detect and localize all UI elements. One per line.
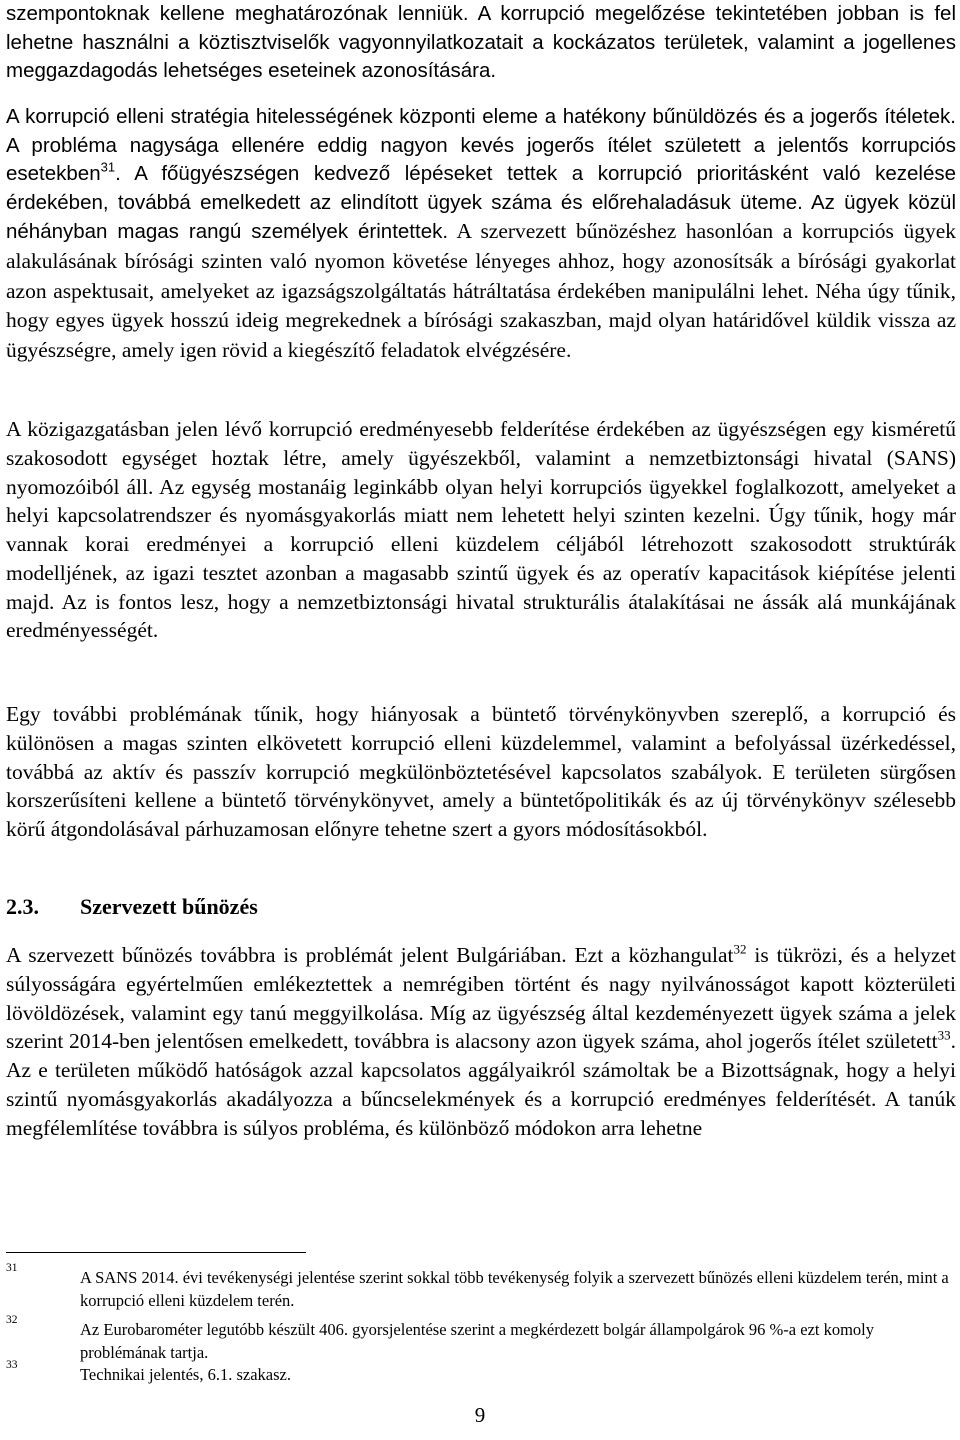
footnote-32	[6, 1314, 956, 1364]
paragraph-criminal-code: Egy további problémának tűnik, hogy hiányosak a büntető törvénykönyvben szereplő, a korrupció és különösen a magas szinten elkövetett korrupció elleni küzdelemmel, valamint a befolyással üzérkedéssel, továbbá az aktív és passzív korrupció megkülönböztetésével kapcsolatos szabályok. E területen sürgősen korszerűsíteni kellene a büntető törvénykönyvet, amely a büntetőpolitikák és az új törvénykönyv szélesebb körű átgondolásával párhuzamosan előnyre tehetne szert a gyors módosításokból.	[6, 702, 956, 841]
footnote-text: Az Eurobarométer legutóbb készült 406. gyorsjelentése szerint a megkérdezett bolgár állampolgárok 96 %-a ezt komoly problémának tartja.	[80, 1320, 875, 1362]
paragraph-strategy	[6, 103, 956, 365]
paragraph-specialized-unit: A közigazgatásban jelen lévő korrupció eredményesebb felderítése érdekében az ügyészségen egy kisméretű szakosodott egységet hoztak létre, amely ügyészekből, valamint a nemzetbiztonsági hivatal (SANS) nyomozóiból áll. Az egység mostanáig leginkább olyan helyi korrupciós ügyekkel foglalkozott, amelyeket a helyi kapcsolatrendszer és nyomásgyakorlás miatt nem lehetett helyi szinten kezelni. Úgy tűnik, hogy már vannak korai eredményei a korrupció elleni küzdelem céljából létrehozott szakosodott struktúrák modelljének, az igazi tesztet azonban a magasabb szintű ügyek és az operatív kapacitások kiépítése jelenti majd. Az is fontos lesz, hogy a nemzetbiztonsági hivatal strukturális átalakításai ne ássák alá munkájának eredményességét.	[6, 417, 956, 643]
paragraph-strategy-text-b: . A főügyészségen kedvező lépéseket tettek a korrupció prioritásként való kezelése érdekében, továbbá emelkedett az elindított ügyek száma és előrehaladásuk üteme. Az ügyek közül néhányban magas rangú személyek érintettek.	[6, 162, 956, 244]
page-number: 9	[474, 1403, 486, 1427]
section-number: 2.3.	[6, 894, 39, 919]
paragraph-declarations: szempontoknak kellene meghatározónak lenniük. A korrupció megelőzése tekintetében jobban is fel lehetne használni a köztisztviselők vagyonnyilatkozatait a kockázatos területek, valamint a jogellenes meggazdagodás lehetséges eseteinek azonosítására.	[6, 2, 956, 83]
footnote-33	[6, 1359, 956, 1387]
footnote-separator	[6, 1252, 306, 1253]
footnote-number: 32	[6, 1314, 18, 1326]
paragraph-organized-crime-text-b: is tükrözi, és a helyzet súlyosságára egyértelműen emlékeztettek a nemrégiben történt és nagy nyilvánosságot kapott közterületi lövöldözések, valamint egy tanú meggyilkolása. Míg az ügyészség által kezdeményezett ügyek száma a jelek szerint 2014-ben jelentősen emelkedett, továbbra is alacsony azon ügyek száma, ahol jogerős ítélet született	[6, 943, 956, 1054]
paragraph-strategy-text-c: A szervezett bűnözéshez hasonlóan a korrupciós ügyek alakulásának bírósági szinten való nyomon követése lényeges ahhoz, hogy azonosítsák a bírósági gyakorlat azon aspektusait, amelyeket az igazságszolgáltatás hátráltatása érdekében manipulálni lehet. Néha úgy tűnik, hogy egyes ügyek hosszú ideig megrekednek a bírósági szakaszban, majd olyan határidővel küldik vissza az ügyészségre, amely igen rövid a kiegészítő feladatok elvégzésére.	[6, 219, 956, 362]
footnote-ref-33[interactable]: 33	[937, 1027, 951, 1043]
footnote-31	[6, 1262, 956, 1312]
paragraph-organized-crime-text-a: A szervezett bűnözés továbbra is problémát jelent Bulgáriában. Ezt a közhangulat	[6, 943, 734, 967]
paragraph-organized-crime	[6, 941, 956, 1142]
section-title: Szervezett bűnözés	[80, 894, 258, 919]
footnote-ref-31[interactable]: 31	[100, 159, 116, 175]
paragraph-organized-crime-text-c: . Az e területen működő hatóságok azzal kapcsolatos aggályaikról számoltak be a Bizottságnak, hogy a helyi szintű nyomásgyakorlás akadályozza a bűncselekmények és a korrupció eredményes felderítését. A tanúk megfélemlítése továbbra is súlyos probléma, és különböző módokon arra lehetne	[6, 1029, 956, 1140]
footnote-number: 33	[6, 1359, 18, 1371]
footnote-number: 31	[6, 1262, 18, 1274]
section-heading	[6, 893, 258, 921]
footnote-text: A SANS 2014. évi tevékenységi jelentése szerint sokkal több tevékenység folyik a szervezett bűnözés elleni küzdelem terén, mint a korrupció elleni küzdelem terén.	[80, 1268, 949, 1310]
footnote-text: Technikai jelentés, 6.1. szakasz.	[80, 1365, 291, 1384]
paragraph-strategy-text-a: A korrupció elleni stratégia hitelességének központi eleme a hatékony bűnüldözés és a jogerős ítéletek. A probléma nagysága ellenére eddig nagyon kevés jogerős ítélet született a jelentős korrupciós esetekben	[6, 105, 956, 186]
footnote-ref-32[interactable]: 32	[733, 941, 747, 957]
